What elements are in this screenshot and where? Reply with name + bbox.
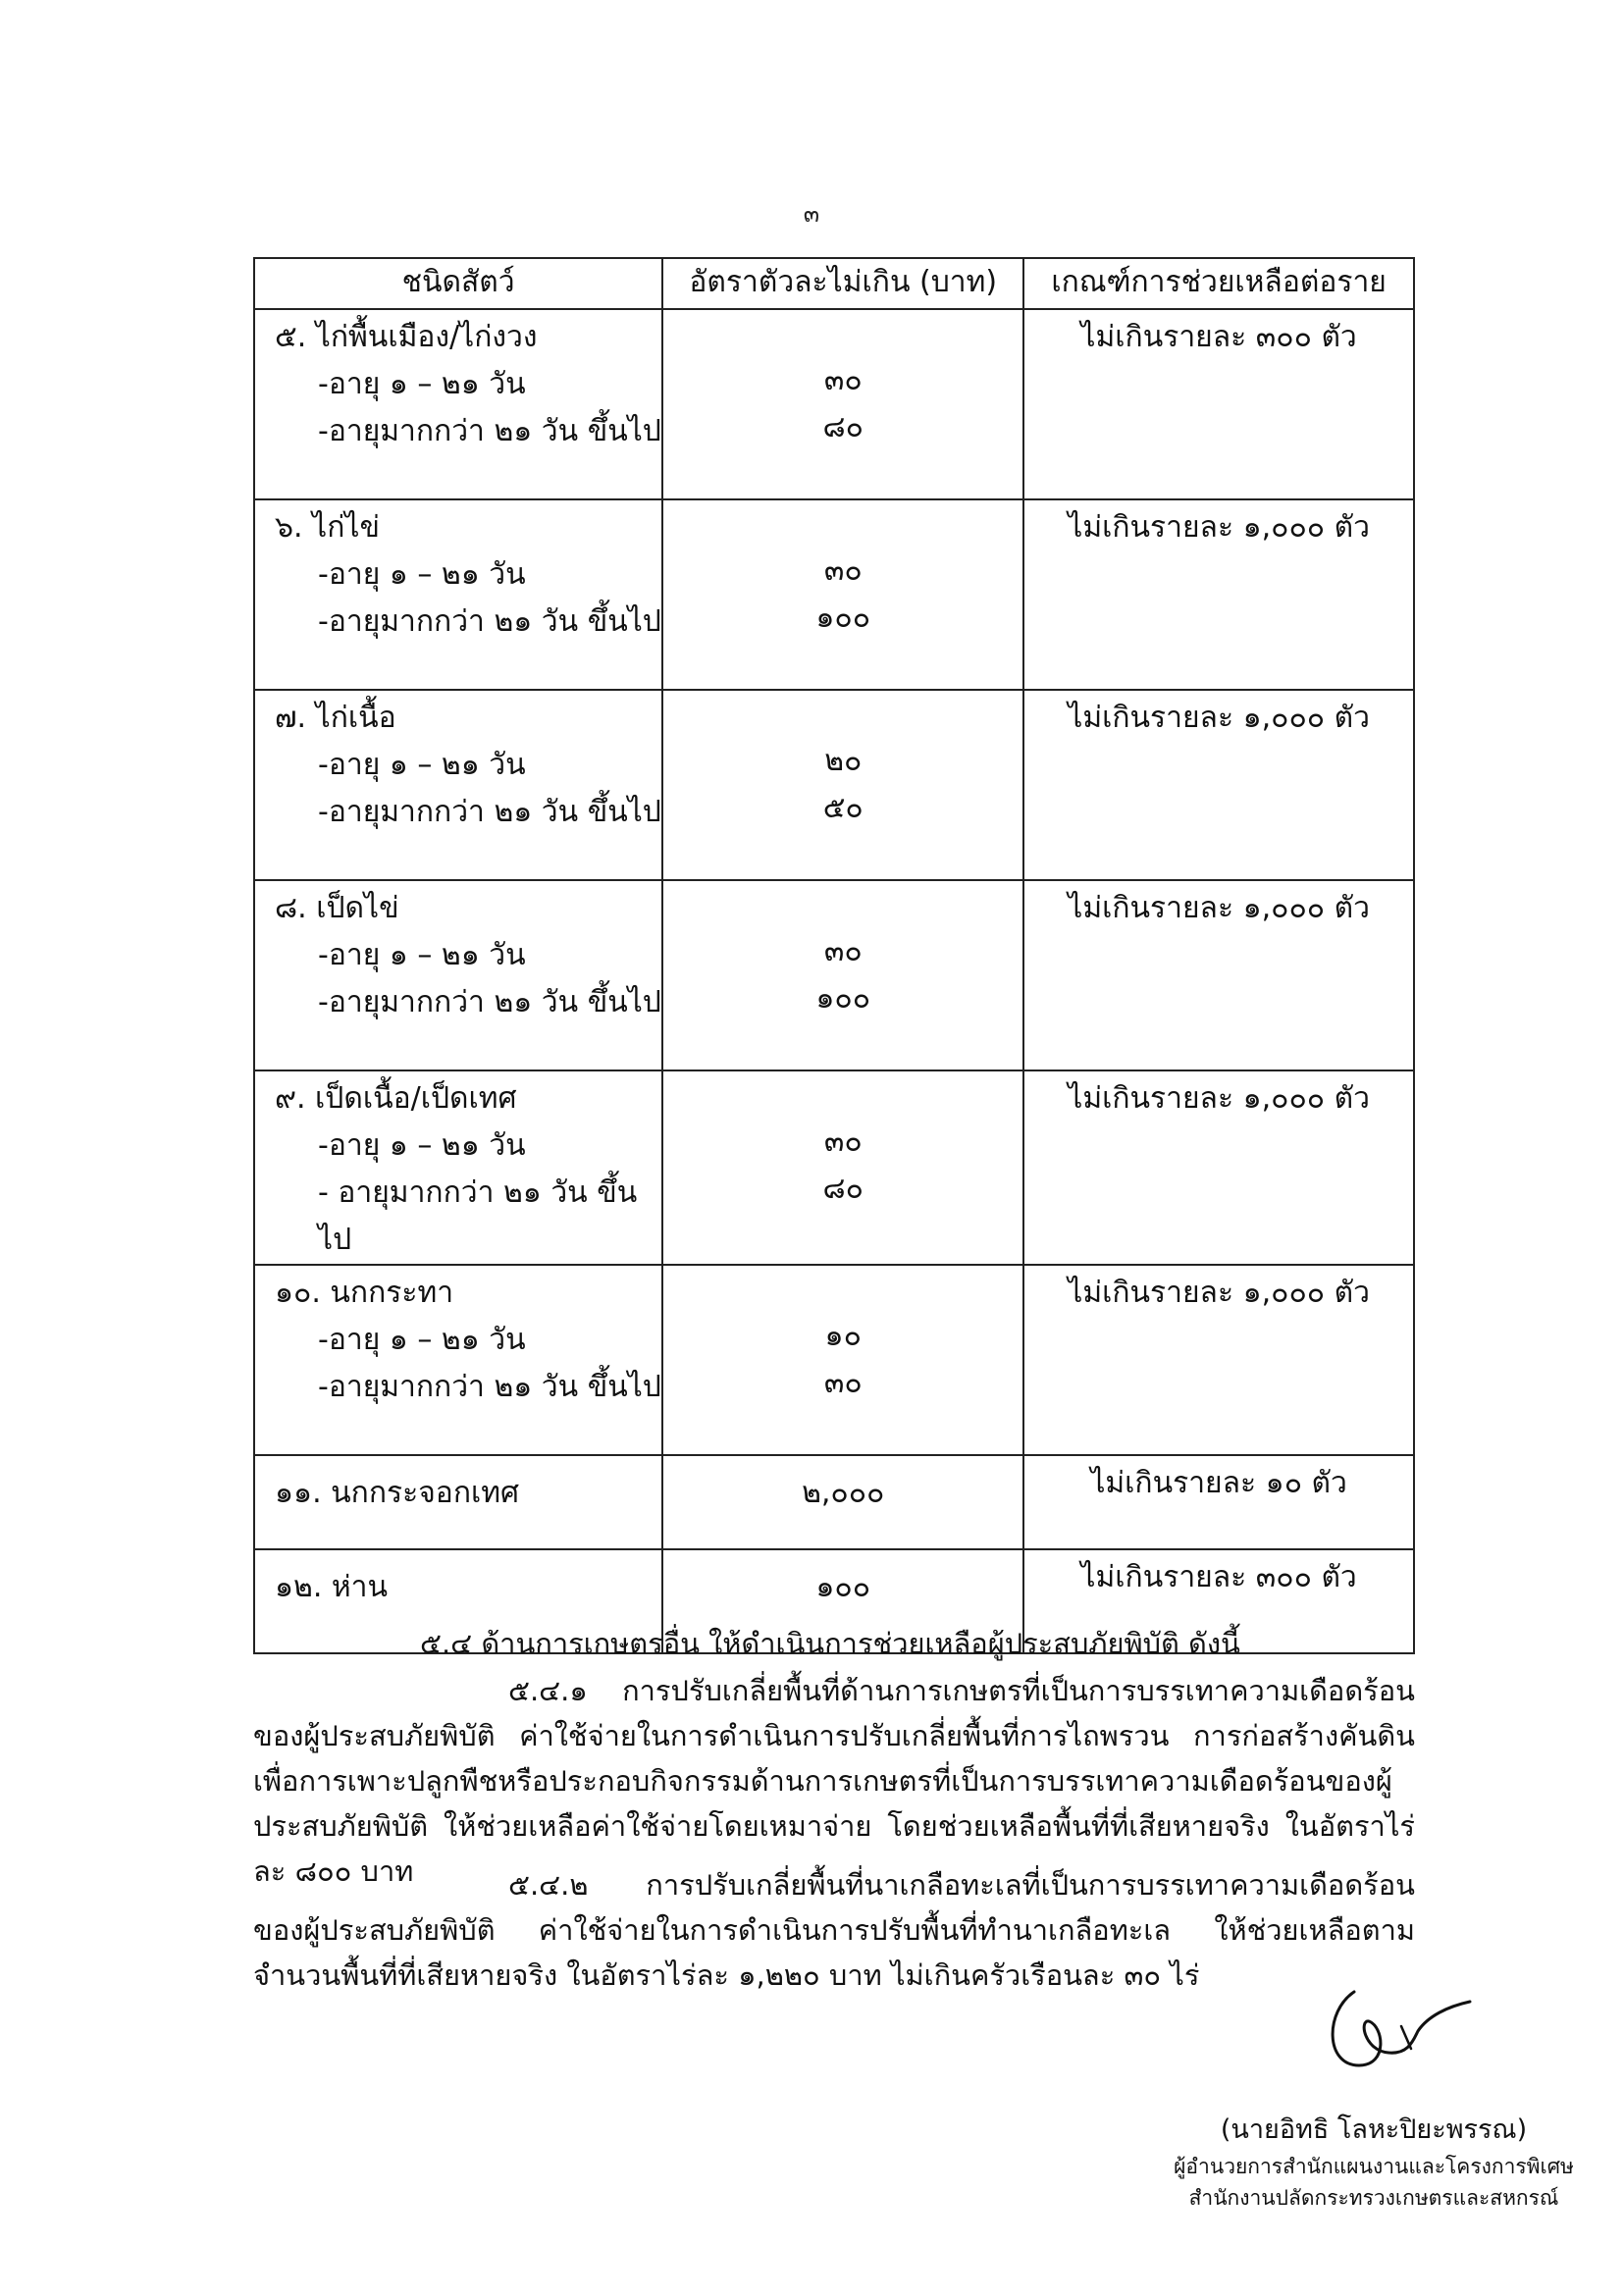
rate-value: ๒,๐๐๐ xyxy=(802,1476,885,1510)
rate-value: ๑๐ xyxy=(824,1319,862,1353)
header-criterion: เกณฑ์การช่วยเหลือต่อราย xyxy=(1023,258,1414,309)
criterion-cell: ไม่เกินรายละ ๑,๐๐๐ ตัว xyxy=(1023,1070,1414,1265)
animal-name: ๕. ไก่พื้นเมือง/ไก่งวง xyxy=(275,320,538,354)
criterion-cell: ไม่เกินรายละ ๑,๐๐๐ ตัว xyxy=(1023,1265,1414,1455)
table-row xyxy=(254,1265,1414,1455)
signatory-office: สำนักงานปลัดกระทรวงเกษตรและสหกรณ์ xyxy=(1188,2186,1559,2210)
rate-value: ๒๐ xyxy=(824,744,863,778)
age-range-label: -อายุ ๑ – ๒๑ วัน xyxy=(318,557,526,592)
signatory-name: (นายอิทธิ โลหะปิยะพรรณ) xyxy=(1220,2114,1528,2145)
criterion-cell: ไม่เกินรายละ ๑,๐๐๐ ตัว xyxy=(1023,499,1414,690)
rate-value: ๓๐ xyxy=(823,1124,863,1159)
rate-value: ๓๐ xyxy=(823,363,863,397)
table-header-row xyxy=(254,258,1414,309)
animal-cell xyxy=(254,1455,662,1549)
criterion-cell: ไม่เกินรายละ ๑๐ ตัว xyxy=(1023,1455,1414,1549)
age-range-label: -อายุมากกว่า ๒๑ วัน ขึ้นไป xyxy=(318,604,661,639)
animal-cell xyxy=(254,1265,662,1455)
criterion-cell: ไม่เกินรายละ ๓๐๐ ตัว xyxy=(1023,1549,1414,1653)
animal-cell xyxy=(254,880,662,1070)
rate-cell xyxy=(662,499,1023,690)
criterion-cell: ไม่เกินรายละ ๓๐๐ ตัว xyxy=(1023,309,1414,499)
age-range-label: -อายุมากกว่า ๒๑ วัน ขึ้นไป xyxy=(318,1370,661,1404)
rate-value: ๓๐ xyxy=(823,1366,863,1400)
animal-name: ๑๐. นกกระทา xyxy=(275,1276,454,1310)
section-heading: ๕.๔ ด้านการเกษตรอื่น ให้ดำเนินการช่วยเหลือผู้ประสบภัยพิบัติ ดังนี้ xyxy=(420,1627,1240,1660)
age-range-label: -อายุ ๑ – ๒๑ วัน xyxy=(318,1323,526,1357)
age-range-label: -อายุมากกว่า ๒๑ วัน ขึ้นไป xyxy=(318,414,661,448)
animal-name: ๖. ไก่ไข่ xyxy=(275,510,380,545)
rate-cell xyxy=(662,880,1023,1070)
rate-cell xyxy=(662,690,1023,880)
rate-cell xyxy=(662,309,1023,499)
table-row xyxy=(254,690,1414,880)
rate-cell xyxy=(662,1455,1023,1549)
rate-value: ๑๐๐ xyxy=(815,1570,871,1604)
rate-cell xyxy=(662,1265,1023,1455)
criterion-cell: ไม่เกินรายละ ๑,๐๐๐ ตัว xyxy=(1023,880,1414,1070)
animal-name: ๘. เป็ดไข่ xyxy=(275,891,399,925)
rate-value: ๕๐ xyxy=(822,791,864,825)
animal-name: ๗. ไก่เนื้อ xyxy=(275,701,396,735)
rate-value: ๘๐ xyxy=(822,1172,864,1206)
table-row xyxy=(254,499,1414,690)
animal-cell xyxy=(254,309,662,499)
handwritten-signature xyxy=(1315,1972,1472,2080)
animal-name: ๑๒. ห่าน xyxy=(275,1570,389,1604)
animal-name: ๙. เป็ดเนื้อ/เป็ดเทศ xyxy=(275,1081,517,1116)
animal-cell xyxy=(254,690,662,880)
signatory-block xyxy=(1158,2110,1590,2214)
animal-cell xyxy=(254,499,662,690)
signatory-title: ผู้อำนวยการสำนักแผนงานและโครงการพิเศษ xyxy=(1174,2155,1574,2178)
rate-value: ๓๐ xyxy=(823,553,863,588)
header-animal-type: ชนิดสัตว์ xyxy=(254,258,662,309)
age-range-label: - อายุมากกว่า ๒๑ วัน ขึ้นไป xyxy=(318,1175,638,1257)
age-range-label: -อายุ ๑ – ๒๑ วัน xyxy=(318,938,526,972)
age-range-label: -อายุมากกว่า ๒๑ วัน ขึ้นไป xyxy=(318,985,661,1019)
animal-cell xyxy=(254,1070,662,1265)
rate-value: ๓๐ xyxy=(823,934,863,968)
table-row xyxy=(254,880,1414,1070)
page-number: ๓ xyxy=(803,200,820,228)
criterion-cell: ไม่เกินรายละ ๑,๐๐๐ ตัว xyxy=(1023,690,1414,880)
paragraph: ๕.๔.๑ การปรับเกลี่ยพื้นที่ด้านการเกษตรที่เป็นการบรรเทาความเดือดร้อนของผู้ประสบภัยพิบัติ ค่าใช้จ่ายในการดำเนินการปรับเกลี่ยพื้นที่การไถพรวน การก่อสร้างคันดินเพื่อการเพาะปลูกพืชหรือประกอบกิจกรรมด้านการเกษตรที่เป็นการบรรเทาความเดือดร้อนของผู้ประสบภัยพิบัติ ให้ช่วยเหลือค่าใช้จ่ายโดยเหมาจ่าย โดยช่วยเหลือพื้นที่ที่เสียหายจริง ในอัตราไร่ละ ๘๐๐ บาท xyxy=(253,1674,1415,1888)
rate-value: ๘๐ xyxy=(822,410,864,444)
animal-name: ๑๑. นกกระจอกเทศ xyxy=(275,1476,520,1510)
rate-value: ๑๐๐ xyxy=(815,600,871,635)
livestock-rate-table xyxy=(253,257,1415,1654)
age-range-label: -อายุ ๑ – ๒๑ วัน xyxy=(318,367,526,401)
table-row xyxy=(254,1455,1414,1549)
rate-value: ๑๐๐ xyxy=(815,981,871,1016)
table-row xyxy=(254,1070,1414,1265)
paragraph: ๕.๔.๒ การปรับเกลี่ยพื้นที่นาเกลือทะเลที่เป็นการบรรเทาความเดือดร้อนของผู้ประสบภัยพิบัติ ค่าใช้จ่ายในการดำเนินการปรับพื้นที่ทำนาเกลือทะเล ให้ช่วยเหลือตามจำนวนพื้นที่ที่เสียหายจริง ในอัตราไร่ละ ๑,๒๒๐ บาท ไม่เกินครัวเรือนละ ๓๐ ไร่ xyxy=(253,1868,1415,1992)
rate-cell xyxy=(662,1070,1023,1265)
age-range-label: -อายุ ๑ – ๒๑ วัน xyxy=(318,748,526,782)
header-rate: อัตราตัวละไม่เกิน (บาท) xyxy=(662,258,1023,309)
table-row xyxy=(254,309,1414,499)
age-range-label: -อายุ ๑ – ๒๑ วัน xyxy=(318,1128,526,1163)
age-range-label: -อายุมากกว่า ๒๑ วัน ขึ้นไป xyxy=(318,795,661,829)
